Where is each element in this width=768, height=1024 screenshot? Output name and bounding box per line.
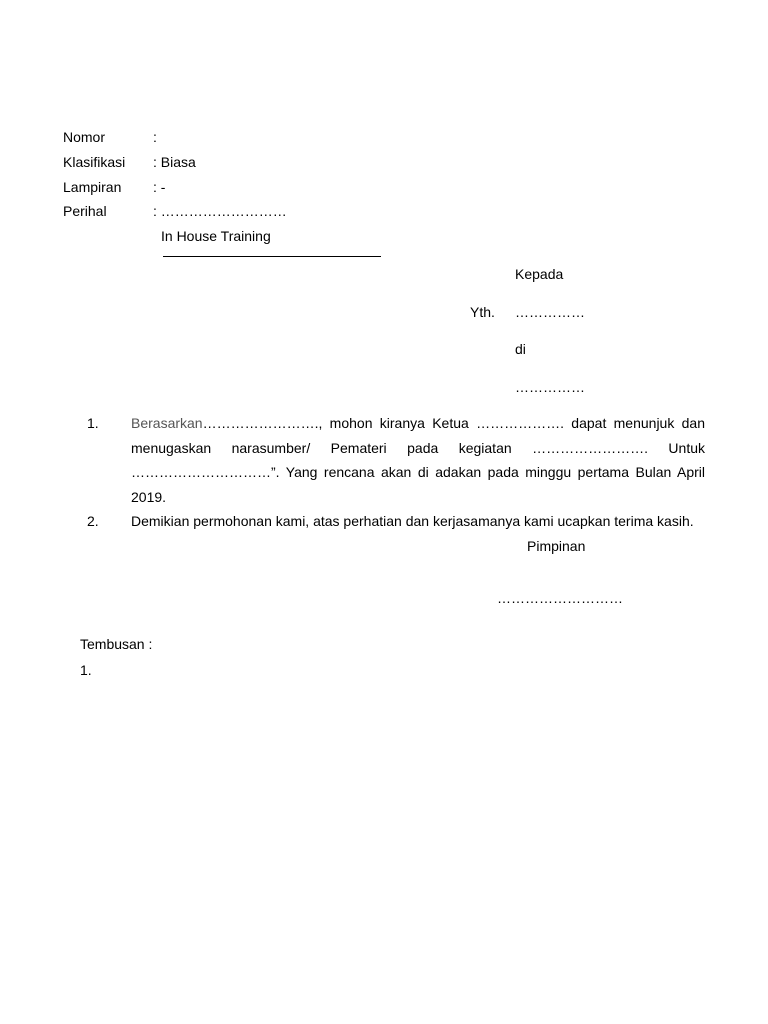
item-number: 1. [87,415,99,431]
item-text: Demikian permohonan kami, atas perhatian dan kerjasamanya kami ucapkan terima kasih. [131,513,694,529]
field-label-nomor: Nomor [63,129,106,145]
field-label-klasifikasi: Klasifikasi [63,154,126,170]
item-number: 2. [87,513,99,529]
recipient-name: …………… [515,304,585,320]
field-label-perihal: Perihal [63,203,107,219]
cc-label: Tembusan : [80,636,153,652]
field-value-lampiran: : - [153,179,166,195]
subject-underline [163,256,381,257]
recipient-yth: Yth. [470,304,495,320]
field-value-nomor: : [153,129,157,145]
signature-title: Pimpinan [527,538,586,554]
list-item [131,411,705,509]
item-lead-text: Berasarkan [131,415,203,431]
list-item [131,509,705,534]
field-value-perihal: : ……………………… [153,203,287,219]
field-value-klasifikasi: : Biasa [153,154,196,170]
recipient-di: di [515,341,526,357]
field-label-lampiran: Lampiran [63,179,122,195]
subject-text: In House Training [161,228,271,244]
cc-item: 1. [80,662,92,678]
recipient-place: …………… [515,379,585,395]
signature-name: ……………………… [497,590,623,606]
item-text: ……………………., mohon kiranya Ketua ………………. dapat menunjuk dan menugaskan narasumber/ Pemateri pada kegiatan ……………………. Untuk …………………………”. Yang rencana akan di adakan pada minggu pertama Bulan April 2019. [131,415,705,505]
recipient-kepada: Kepada [515,266,564,282]
